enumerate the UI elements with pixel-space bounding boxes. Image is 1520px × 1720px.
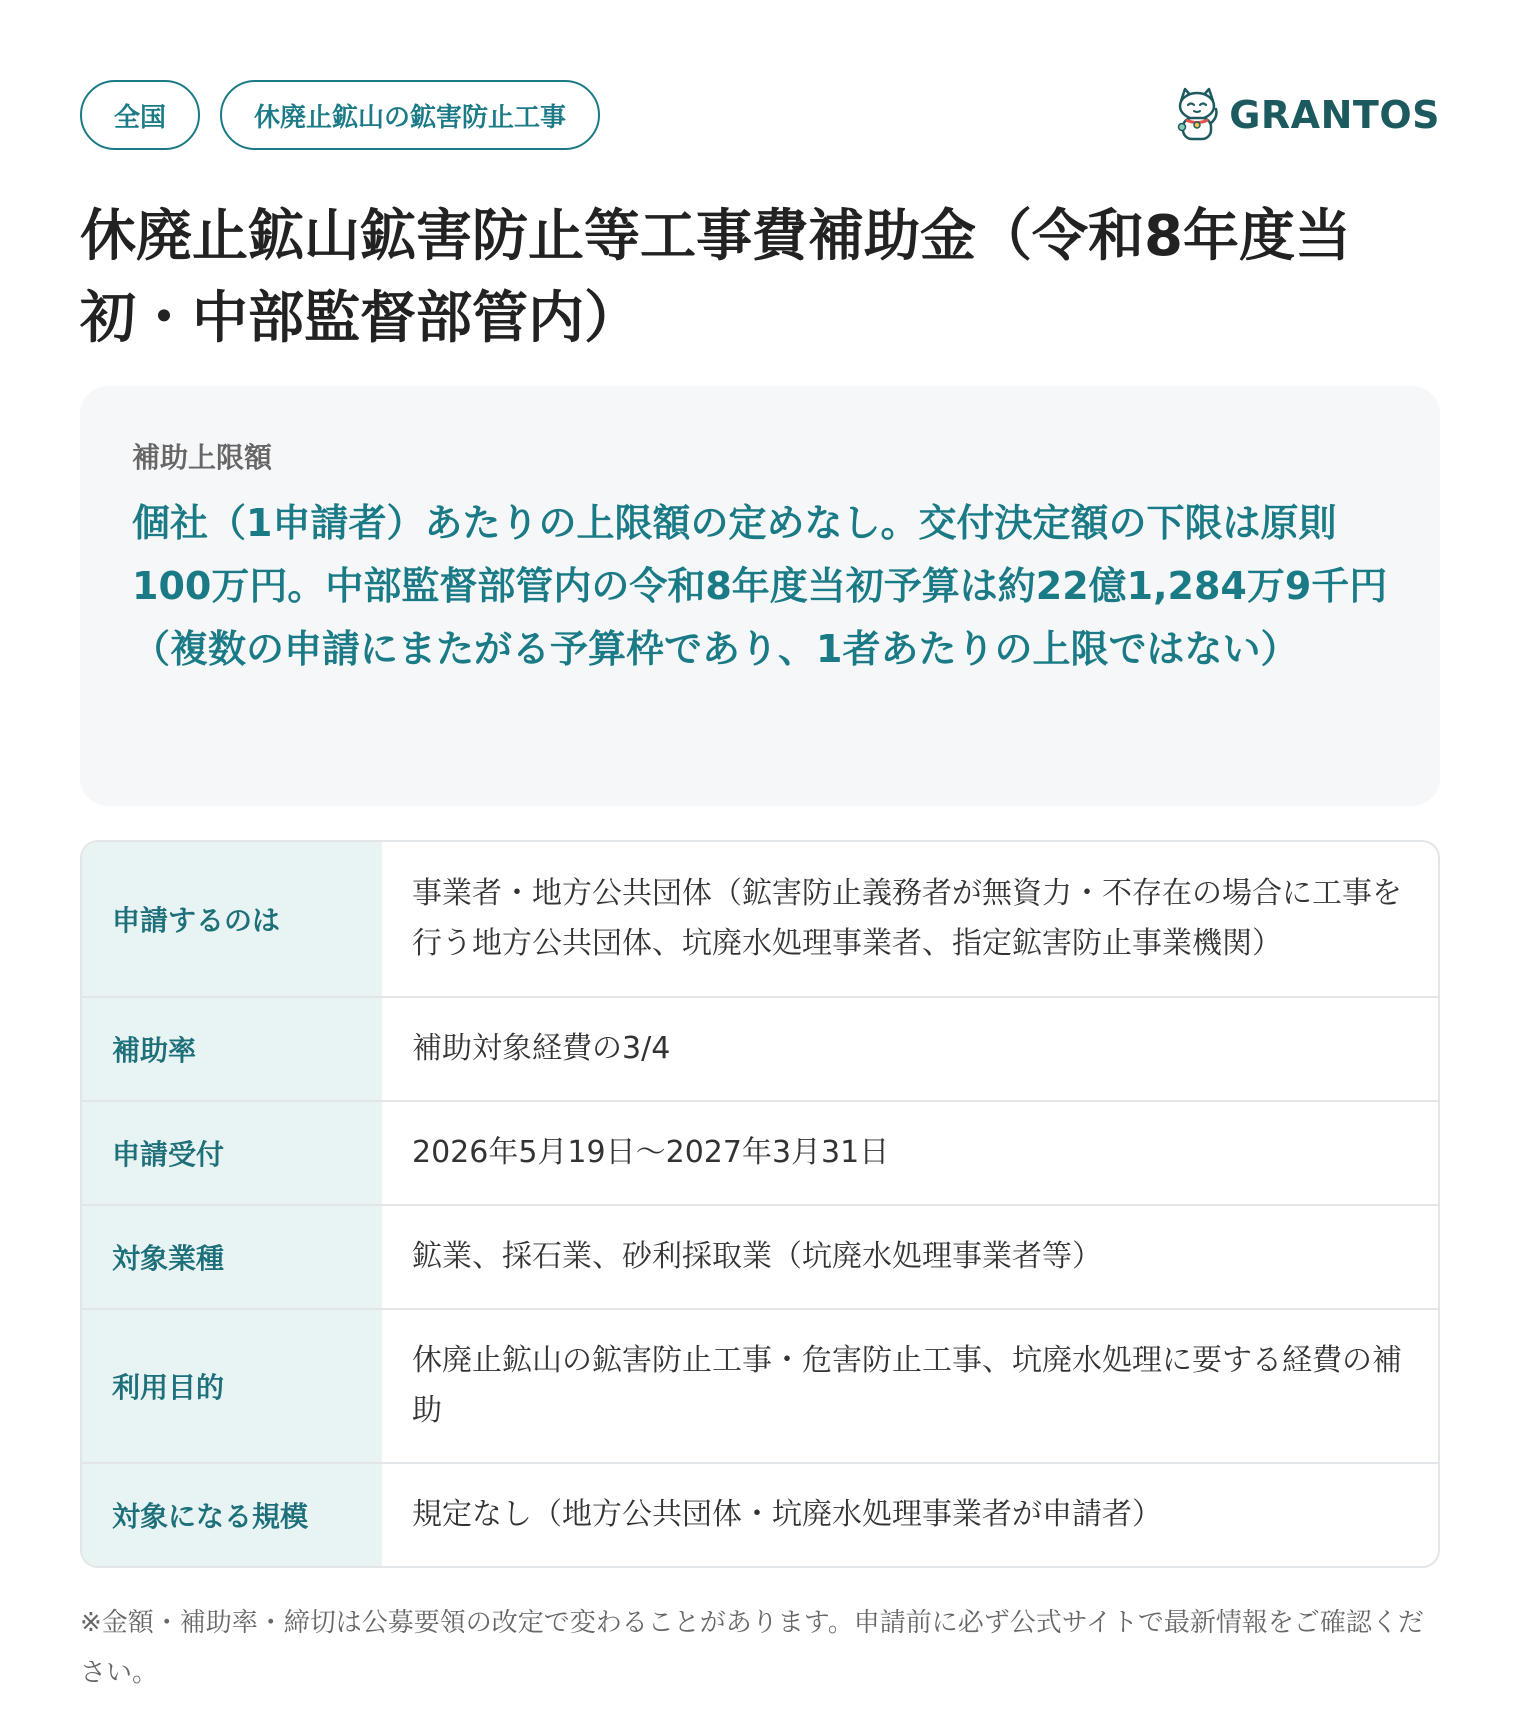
- table-row-industry: [82, 1204, 1438, 1308]
- brand-name: GRANTOS: [1229, 93, 1440, 137]
- row-value: 鉱業、採石業、砂利採取業（坑廃水処理事業者等）: [412, 1239, 1102, 1274]
- table-row-scale: [82, 1462, 1438, 1566]
- row-value: 事業者・地方公共団体（鉱害防止義務者が無資力・不存在の場合に工事を行う地方公共団体、坑廃水処理事業者、指定鉱害防止事業機関）: [412, 876, 1402, 961]
- row-value: 規定なし（地方公共団体・坑廃水処理事業者が申請者）: [412, 1497, 1162, 1532]
- brand-logo[interactable]: [1173, 87, 1440, 143]
- info-table: [80, 840, 1440, 1568]
- row-label: 対象になる規模: [82, 1464, 382, 1566]
- table-row-period: [82, 1100, 1438, 1204]
- tag-category[interactable]: 休廃止鉱山の鉱害防止工事: [220, 80, 600, 150]
- subsidy-limit-label: 補助上限額: [132, 441, 273, 474]
- row-value: 2026年5月19日〜2027年3月31日: [412, 1135, 890, 1170]
- table-row-applicant: [82, 842, 1438, 996]
- row-label: 申請受付: [82, 1102, 382, 1204]
- maneki-neko-cat-icon: [1173, 87, 1221, 143]
- row-value: 補助対象経費の3/4: [412, 1031, 671, 1066]
- table-row-purpose: [82, 1308, 1438, 1462]
- page-title: 休廃止鉱山鉱害防止等工事費補助金（令和8年度当初・中部監督部管内）: [80, 204, 1351, 351]
- row-label: 申請するのは: [82, 842, 382, 996]
- subsidy-limit-value: 個社（1申請者）あたりの上限額の定めなし。交付決定額の下限は原則100万円。中部監督部管内の令和8年度当初予算は約22億1,284万9千円（複数の申請にまたがる予算枠であり、1者あたりの上限ではない）: [132, 501, 1388, 671]
- subsidy-limit-card: [80, 386, 1440, 806]
- tag-region[interactable]: 全国: [80, 80, 200, 150]
- row-label: 対象業種: [82, 1206, 382, 1308]
- row-label: 補助率: [82, 998, 382, 1100]
- header: [80, 80, 1440, 150]
- row-value: 休廃止鉱山の鉱害防止工事・危害防止工事、坑廃水処理に要する経費の補助: [412, 1343, 1402, 1428]
- table-row-rate: [82, 996, 1438, 1100]
- row-label: 利用目的: [82, 1310, 382, 1462]
- tag-list: [80, 80, 600, 150]
- disclaimer-note: ※金額・補助率・締切は公募要領の改定で変わることがあります。申請前に必ず公式サイトで最新情報をご確認ください。: [80, 1608, 1424, 1688]
